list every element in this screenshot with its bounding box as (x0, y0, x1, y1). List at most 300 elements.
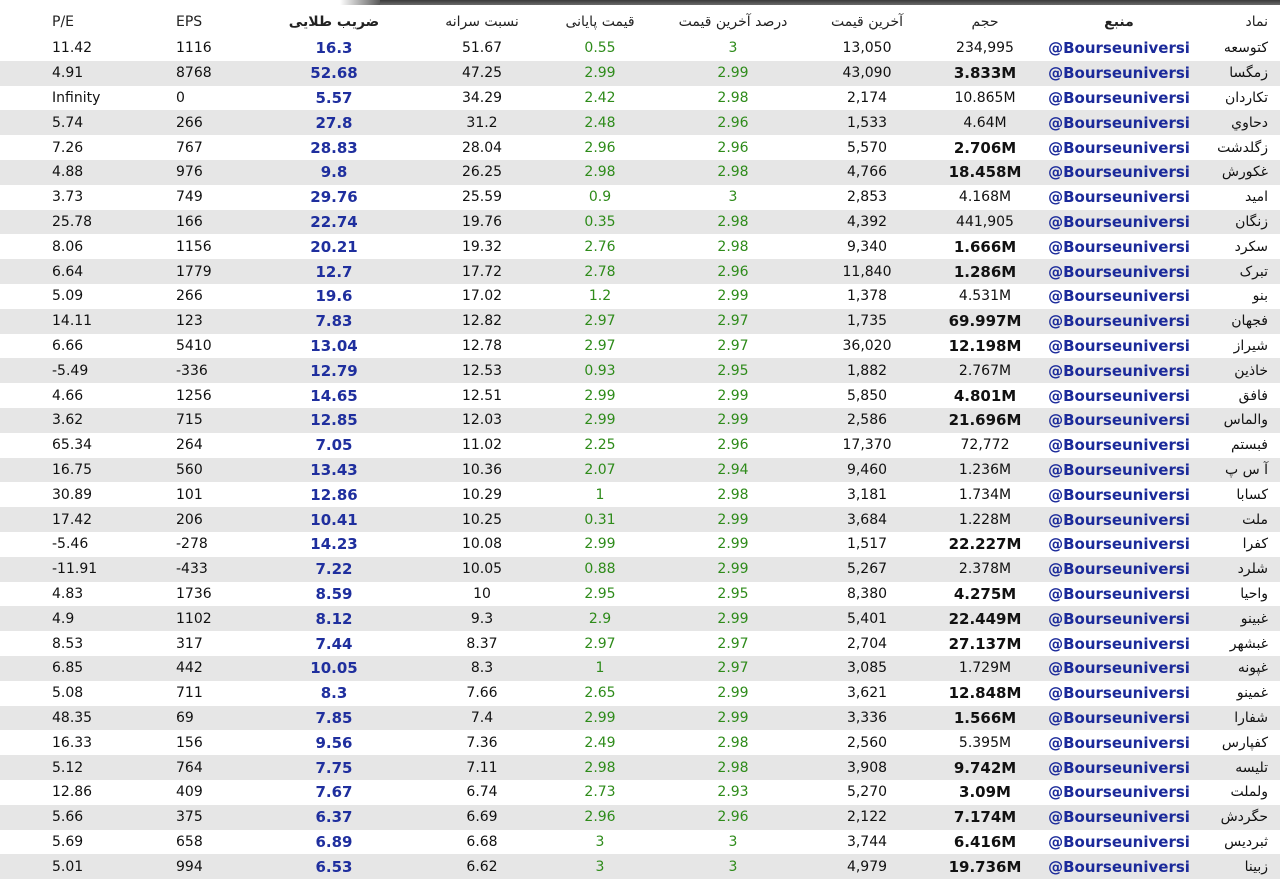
cell-source[interactable]: @Bourseuniversi (1048, 808, 1190, 827)
cell-pe: -5.46 (52, 536, 89, 553)
cell-pe: 5.66 (52, 809, 84, 826)
cell-volume: 2.767M (958, 362, 1012, 379)
cell-final-price: 2.99 (584, 65, 616, 82)
header-final-price[interactable]: قیمت پایانی (565, 14, 635, 30)
cell-last-price: 2,122 (846, 809, 888, 826)
cell-last-price: 2,174 (846, 89, 888, 106)
cell-source[interactable]: @Bourseuniversi (1048, 832, 1190, 851)
cell-golden-coefficient: 6.53 (315, 857, 353, 876)
cell-per-capita-ratio: 6.74 (466, 784, 498, 801)
cell-golden-coefficient: 13.04 (310, 336, 358, 355)
cell-golden-coefficient: 8.3 (320, 684, 348, 703)
cell-per-capita-ratio: 6.68 (466, 833, 498, 850)
cell-last-price-percent: 2.98 (717, 213, 749, 230)
cell-last-price-percent: 3 (728, 858, 738, 875)
cell-last-price: 9,340 (846, 238, 888, 255)
cell-source[interactable]: @Bourseuniversi (1048, 411, 1190, 430)
cell-last-price-percent: 2.98 (717, 734, 749, 751)
cell-pe: 12.86 (52, 784, 93, 801)
cell-per-capita-ratio: 17.02 (461, 288, 503, 305)
cell-source[interactable]: @Bourseuniversi (1048, 287, 1190, 306)
cell-per-capita-ratio: 34.29 (461, 89, 503, 106)
cell-source[interactable]: @Bourseuniversi (1048, 138, 1190, 157)
cell-eps: 266 (176, 114, 203, 131)
cell-symbol[interactable]: کتوسعه (1223, 40, 1268, 57)
header-golden-coefficient[interactable]: ضریب طلایی (288, 14, 380, 30)
cell-per-capita-ratio: 9.3 (470, 610, 494, 627)
cell-last-price: 9,460 (846, 461, 888, 478)
cell-golden-coefficient: 14.65 (310, 386, 358, 405)
cell-symbol[interactable]: دحاوي (1231, 114, 1268, 131)
cell-final-price: 1.2 (588, 288, 612, 305)
cell-symbol[interactable]: زنگان (1235, 213, 1268, 230)
cell-last-price-percent: 2.97 (717, 337, 749, 354)
cell-last-price-percent: 2.99 (717, 387, 749, 404)
table-row[interactable] (0, 383, 1280, 408)
cell-per-capita-ratio: 7.66 (466, 685, 498, 702)
cell-symbol[interactable]: زگلدشت (1217, 139, 1268, 156)
cell-per-capita-ratio: 12.03 (461, 412, 503, 429)
cell-volume: 441,905 (956, 213, 1014, 230)
cell-volume: 4.168M (958, 189, 1012, 206)
cell-per-capita-ratio: 28.04 (461, 139, 503, 156)
cell-source[interactable]: @Bourseuniversi (1048, 64, 1190, 83)
table-row[interactable] (0, 631, 1280, 656)
cell-golden-coefficient: 9.56 (315, 733, 353, 752)
cell-symbol[interactable]: فبستم (1231, 437, 1268, 454)
cell-last-price-percent: 2.99 (717, 709, 749, 726)
cell-final-price: 1 (595, 486, 605, 503)
cell-symbol[interactable]: غبشهر (1229, 635, 1268, 652)
cell-last-price-percent: 2.97 (717, 635, 749, 652)
cell-volume: 7.174M (953, 808, 1017, 827)
cell-symbol[interactable]: کفپارس (1221, 734, 1268, 751)
cell-pe: 5.69 (52, 833, 84, 850)
header-pe[interactable]: P/E (52, 14, 75, 30)
cell-source[interactable]: @Bourseuniversi (1048, 88, 1190, 107)
table-row[interactable] (0, 507, 1280, 532)
cell-pe: 5.12 (52, 759, 84, 776)
cell-last-price: 1,378 (846, 288, 888, 305)
cell-eps: 749 (176, 189, 203, 206)
table-row[interactable] (0, 805, 1280, 830)
table-row[interactable] (0, 854, 1280, 879)
cell-golden-coefficient: 12.86 (310, 485, 358, 504)
cell-volume: 5.395M (958, 734, 1012, 751)
cell-source[interactable]: @Bourseuniversi (1048, 386, 1190, 405)
table-row[interactable] (0, 482, 1280, 507)
table-row[interactable] (0, 606, 1280, 631)
cell-per-capita-ratio: 25.59 (461, 189, 503, 206)
cell-eps: 266 (176, 288, 203, 305)
cell-pe: 6.64 (52, 263, 84, 280)
cell-last-price: 11,840 (842, 263, 892, 280)
cell-eps: 156 (176, 734, 203, 751)
table-row[interactable] (0, 532, 1280, 557)
cell-pe: 6.66 (52, 337, 84, 354)
cell-final-price: 0.55 (584, 40, 616, 57)
cell-source[interactable]: @Bourseuniversi (1048, 163, 1190, 182)
cell-volume: 19.736M (948, 857, 1022, 876)
cell-golden-coefficient: 10.41 (310, 510, 358, 529)
cell-eps: 317 (176, 635, 203, 652)
cell-volume: 10.865M (954, 89, 1016, 106)
cell-symbol[interactable]: فجهان (1231, 313, 1268, 330)
cell-eps: 1736 (176, 585, 212, 602)
table-row[interactable] (0, 706, 1280, 731)
cell-last-price: 5,270 (846, 784, 888, 801)
cell-pe: 16.33 (52, 734, 93, 751)
cell-source[interactable]: @Bourseuniversi (1048, 361, 1190, 380)
header-source[interactable]: منبع (1104, 14, 1134, 30)
cell-final-price: 0.9 (588, 189, 612, 206)
cell-golden-coefficient: 27.8 (315, 113, 353, 132)
cell-source[interactable]: @Bourseuniversi (1048, 460, 1190, 479)
cell-last-price-percent: 2.99 (717, 685, 749, 702)
cell-source[interactable]: @Bourseuniversi (1048, 684, 1190, 703)
cell-eps: 658 (176, 833, 203, 850)
cell-last-price-percent: 2.99 (717, 65, 749, 82)
cell-symbol[interactable]: ولملت (1230, 784, 1268, 801)
table-row[interactable] (0, 234, 1280, 259)
cell-last-price: 3,181 (846, 486, 888, 503)
cell-symbol[interactable]: تلیسه (1235, 759, 1268, 776)
cell-source[interactable]: @Bourseuniversi (1048, 758, 1190, 777)
cell-symbol[interactable]: شفارا (1234, 709, 1268, 726)
cell-source[interactable]: @Bourseuniversi (1048, 485, 1190, 504)
cell-source[interactable]: @Bourseuniversi (1048, 857, 1190, 876)
cell-volume: 12.198M (948, 336, 1022, 355)
cell-symbol[interactable]: آ س پ (1224, 461, 1268, 478)
cell-symbol[interactable]: سکرد (1234, 238, 1268, 255)
cell-eps: 711 (176, 685, 203, 702)
cell-final-price: 0.31 (584, 511, 616, 528)
cell-final-price: 2.07 (584, 461, 616, 478)
cell-eps: 976 (176, 164, 203, 181)
cell-symbol[interactable]: ملت (1242, 511, 1268, 528)
cell-per-capita-ratio: 7.36 (466, 734, 498, 751)
cell-last-price-percent: 3 (728, 189, 738, 206)
cell-source[interactable]: @Bourseuniversi (1048, 584, 1190, 603)
cell-golden-coefficient: 8.12 (315, 609, 353, 628)
cell-golden-coefficient: 22.74 (310, 212, 358, 231)
cell-final-price: 2.95 (584, 585, 616, 602)
cell-volume: 1.729M (958, 660, 1012, 677)
cell-volume: 27.137M (948, 634, 1022, 653)
cell-symbol[interactable]: خاذین (1234, 362, 1268, 379)
cell-last-price-percent: 2.99 (717, 511, 749, 528)
top-edge-dark (360, 0, 1280, 5)
table-row[interactable] (0, 61, 1280, 86)
cell-volume: 6.416M (953, 832, 1017, 851)
cell-pe: -11.91 (52, 561, 98, 578)
cell-final-price: 0.88 (584, 561, 616, 578)
cell-pe: 4.9 (52, 610, 75, 627)
cell-final-price: 2.97 (584, 313, 616, 330)
cell-last-price: 3,908 (846, 759, 888, 776)
cell-pe: 7.26 (52, 139, 84, 156)
cell-golden-coefficient: 12.85 (310, 411, 358, 430)
cell-eps: 715 (176, 412, 203, 429)
cell-source[interactable]: @Bourseuniversi (1048, 39, 1190, 58)
cell-eps: 1779 (176, 263, 212, 280)
cell-last-price: 3,621 (846, 685, 888, 702)
cell-last-price: 1,533 (846, 114, 888, 131)
cell-final-price: 2.97 (584, 337, 616, 354)
cell-per-capita-ratio: 11.02 (461, 437, 503, 454)
cell-symbol[interactable]: زبینا (1244, 858, 1268, 875)
cell-pe: 3.62 (52, 412, 84, 429)
cell-final-price: 2.99 (584, 709, 616, 726)
cell-eps: 1156 (176, 238, 212, 255)
cell-final-price: 2.42 (584, 89, 616, 106)
cell-last-price: 8,380 (846, 585, 888, 602)
table-row[interactable] (0, 284, 1280, 309)
table-row[interactable] (0, 135, 1280, 160)
cell-volume: 4.801M (953, 386, 1017, 405)
header-symbol[interactable]: نماد (1245, 14, 1268, 30)
cell-symbol[interactable]: غبینو (1240, 610, 1268, 627)
cell-last-price-percent: 3 (728, 40, 738, 57)
cell-source[interactable]: @Bourseuniversi (1048, 609, 1190, 628)
cell-pe: 4.66 (52, 387, 84, 404)
table-row[interactable] (0, 259, 1280, 284)
table-row[interactable] (0, 110, 1280, 135)
cell-volume: 3.833M (953, 64, 1017, 83)
cell-source[interactable]: @Bourseuniversi (1048, 560, 1190, 579)
cell-final-price: 2.96 (584, 139, 616, 156)
cell-pe: 25.78 (52, 213, 93, 230)
cell-symbol[interactable]: امید (1245, 189, 1268, 206)
table-row[interactable] (0, 86, 1280, 111)
cell-volume: 2.378M (958, 561, 1012, 578)
cell-symbol[interactable]: غمینو (1236, 685, 1268, 702)
cell-golden-coefficient: 7.22 (315, 560, 353, 579)
cell-source[interactable]: @Bourseuniversi (1048, 237, 1190, 256)
table-row[interactable] (0, 160, 1280, 185)
cell-last-price: 2,560 (846, 734, 888, 751)
cell-last-price: 5,267 (846, 561, 888, 578)
cell-last-price: 1,517 (846, 536, 888, 553)
table-row[interactable] (0, 210, 1280, 235)
table-row[interactable] (0, 36, 1280, 61)
cell-per-capita-ratio: 19.32 (461, 238, 503, 255)
cell-pe: 5.01 (52, 858, 84, 875)
cell-source[interactable]: @Bourseuniversi (1048, 634, 1190, 653)
cell-volume: 3.09M (959, 783, 1011, 802)
cell-symbol[interactable]: کسابا (1236, 486, 1268, 503)
table-row[interactable] (0, 433, 1280, 458)
cell-source[interactable]: @Bourseuniversi (1048, 113, 1190, 132)
cell-per-capita-ratio: 31.2 (466, 114, 498, 131)
cell-eps: 764 (176, 759, 203, 776)
header-last-price[interactable]: آخرین قیمت (830, 14, 904, 30)
table-row[interactable] (0, 334, 1280, 359)
cell-pe: 30.89 (52, 486, 93, 503)
table-row[interactable] (0, 830, 1280, 855)
table-row[interactable] (0, 557, 1280, 582)
cell-final-price: 2.76 (584, 238, 616, 255)
table-row[interactable] (0, 780, 1280, 805)
cell-final-price: 2.73 (584, 784, 616, 801)
cell-final-price: 2.78 (584, 263, 616, 280)
cell-source[interactable]: @Bourseuniversi (1048, 708, 1190, 727)
cell-last-price-percent: 2.98 (717, 486, 749, 503)
cell-eps: 5410 (176, 337, 212, 354)
cell-final-price: 1 (595, 660, 605, 677)
header-eps[interactable]: EPS (176, 14, 203, 30)
cell-per-capita-ratio: 12.53 (461, 362, 503, 379)
cell-per-capita-ratio: 7.11 (466, 759, 498, 776)
cell-pe: 11.42 (52, 40, 93, 57)
cell-source[interactable]: @Bourseuniversi (1048, 212, 1190, 231)
cell-last-price: 17,370 (842, 437, 892, 454)
cell-eps: 166 (176, 213, 203, 230)
cell-last-price-percent: 2.93 (717, 784, 749, 801)
cell-symbol[interactable]: حگردش (1220, 809, 1268, 826)
cell-symbol[interactable]: زمگسا (1229, 65, 1268, 82)
cell-source[interactable]: @Bourseuniversi (1048, 783, 1190, 802)
table-row[interactable] (0, 656, 1280, 681)
header-per-capita-ratio[interactable]: نسبت سرانه (445, 14, 519, 30)
cell-golden-coefficient: 9.8 (320, 163, 348, 182)
cell-per-capita-ratio: 19.76 (461, 213, 503, 230)
cell-pe: 5.09 (52, 288, 84, 305)
cell-symbol[interactable]: تکاردان (1224, 89, 1268, 106)
cell-source[interactable]: @Bourseuniversi (1048, 510, 1190, 529)
cell-golden-coefficient: 5.57 (315, 88, 353, 107)
cell-volume: 1.566M (953, 708, 1017, 727)
cell-last-price: 4,392 (846, 213, 888, 230)
header-last-price-percent[interactable]: درصد آخرین قیمت (678, 14, 788, 30)
cell-last-price-percent: 2.96 (717, 809, 749, 826)
cell-volume: 4.64M (963, 114, 1007, 131)
table-row[interactable] (0, 730, 1280, 755)
cell-per-capita-ratio: 47.25 (461, 65, 503, 82)
cell-per-capita-ratio: 10.25 (461, 511, 503, 528)
cell-eps: 1102 (176, 610, 212, 627)
cell-final-price: 2.99 (584, 412, 616, 429)
cell-last-price-percent: 2.96 (717, 139, 749, 156)
cell-eps: 8768 (176, 65, 212, 82)
cell-eps: -336 (176, 362, 208, 379)
cell-pe: 5.08 (52, 685, 84, 702)
cell-symbol[interactable]: شلرد (1237, 561, 1268, 578)
cell-symbol[interactable]: کفرا (1242, 536, 1268, 553)
cell-final-price: 0.35 (584, 213, 616, 230)
cell-last-price-percent: 2.99 (717, 536, 749, 553)
cell-per-capita-ratio: 12.51 (461, 387, 503, 404)
cell-final-price: 2.9 (588, 610, 612, 627)
cell-per-capita-ratio: 6.62 (466, 858, 498, 875)
cell-eps: 69 (176, 709, 194, 726)
cell-per-capita-ratio: 10.36 (461, 461, 503, 478)
cell-per-capita-ratio: 10.08 (461, 536, 503, 553)
cell-pe: 3.73 (52, 189, 84, 206)
cell-source[interactable]: @Bourseuniversi (1048, 262, 1190, 281)
cell-pe: Infinity (52, 89, 101, 106)
cell-last-price: 13,050 (842, 40, 892, 57)
cell-last-price-percent: 2.98 (717, 759, 749, 776)
cell-eps: 994 (176, 858, 203, 875)
cell-volume: 4.531M (958, 288, 1012, 305)
cell-last-price-percent: 2.99 (717, 561, 749, 578)
cell-source[interactable]: @Bourseuniversi (1048, 733, 1190, 752)
cell-eps: 1256 (176, 387, 212, 404)
table-row[interactable] (0, 458, 1280, 483)
cell-source[interactable]: @Bourseuniversi (1048, 312, 1190, 331)
cell-source[interactable]: @Bourseuniversi (1048, 336, 1190, 355)
cell-volume: 21.696M (948, 411, 1022, 430)
cell-symbol[interactable]: ثبردیس (1224, 833, 1268, 850)
cell-last-price: 2,853 (846, 189, 888, 206)
cell-symbol[interactable]: تبرک (1239, 263, 1268, 280)
cell-eps: 442 (176, 660, 203, 677)
cell-last-price: 3,744 (846, 833, 888, 850)
table-row[interactable] (0, 582, 1280, 607)
cell-final-price: 2.99 (584, 387, 616, 404)
cell-symbol[interactable]: غکورش (1221, 164, 1268, 181)
cell-pe: 4.91 (52, 65, 84, 82)
cell-per-capita-ratio: 8.3 (470, 660, 494, 677)
cell-symbol[interactable]: واحیا (1240, 585, 1268, 602)
cell-eps: 409 (176, 784, 203, 801)
table-row[interactable] (0, 358, 1280, 383)
cell-last-price: 1,882 (846, 362, 888, 379)
cell-final-price: 2.98 (584, 164, 616, 181)
cell-source[interactable]: @Bourseuniversi (1048, 535, 1190, 554)
cell-per-capita-ratio: 10.29 (461, 486, 503, 503)
cell-symbol[interactable]: غپونه (1237, 660, 1268, 677)
cell-last-price: 3,684 (846, 511, 888, 528)
cell-last-price: 4,766 (846, 164, 888, 181)
cell-last-price: 2,586 (846, 412, 888, 429)
cell-symbol[interactable]: والماس (1223, 412, 1268, 429)
cell-eps: 560 (176, 461, 203, 478)
cell-last-price: 5,850 (846, 387, 888, 404)
cell-last-price-percent: 2.99 (717, 288, 749, 305)
table-row[interactable] (0, 408, 1280, 433)
cell-symbol[interactable]: شیراز (1233, 337, 1268, 354)
window-top-edge (0, 0, 1280, 5)
cell-per-capita-ratio: 12.82 (461, 313, 503, 330)
table-row[interactable] (0, 755, 1280, 780)
table-row[interactable] (0, 681, 1280, 706)
cell-source[interactable]: @Bourseuniversi (1048, 436, 1190, 455)
cell-eps: 767 (176, 139, 203, 156)
cell-volume: 1.666M (953, 237, 1017, 256)
cell-volume: 72,772 (960, 437, 1010, 454)
cell-source[interactable]: @Bourseuniversi (1048, 188, 1190, 207)
table-row[interactable] (0, 309, 1280, 334)
cell-last-price-percent: 2.98 (717, 89, 749, 106)
cell-source[interactable]: @Bourseuniversi (1048, 659, 1190, 678)
cell-pe: 48.35 (52, 709, 93, 726)
header-volume[interactable]: حجم (971, 14, 999, 30)
table-row[interactable] (0, 185, 1280, 210)
cell-last-price-percent: 2.95 (717, 585, 749, 602)
cell-final-price: 3 (595, 833, 605, 850)
cell-golden-coefficient: 6.37 (315, 808, 353, 827)
cell-symbol[interactable]: بنو (1252, 288, 1268, 305)
cell-last-price-percent: 2.95 (717, 362, 749, 379)
cell-golden-coefficient: 20.21 (310, 237, 358, 256)
cell-golden-coefficient: 7.75 (315, 758, 353, 777)
cell-volume: 69.997M (948, 312, 1022, 331)
cell-volume: 2.706M (953, 138, 1017, 157)
cell-symbol[interactable]: فافق (1238, 387, 1268, 404)
cell-last-price-percent: 2.97 (717, 313, 749, 330)
